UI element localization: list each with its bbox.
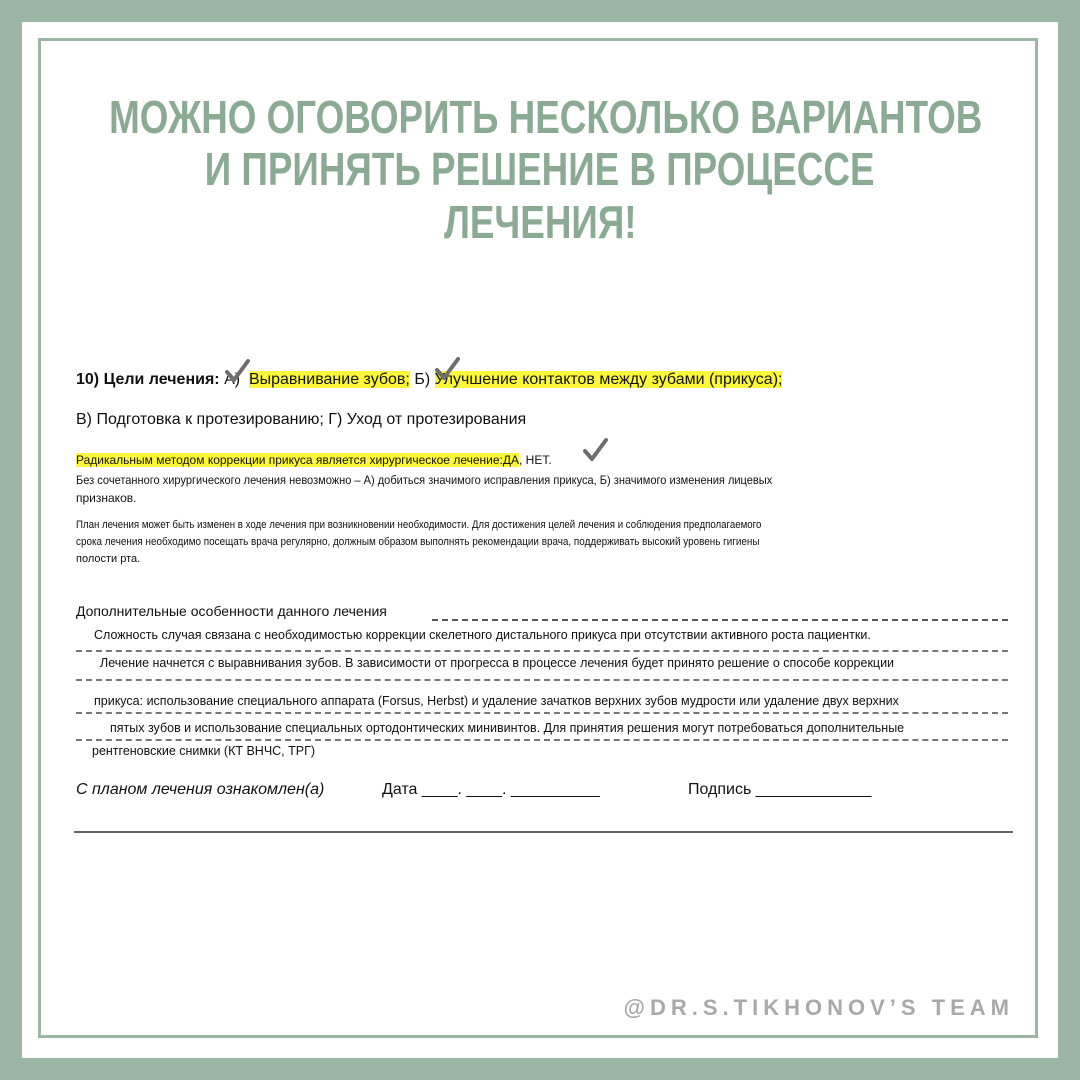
extra-line: пятых зубов и использование специальных ортодонтических минивинтов. Для принятия решения могут потребоваться дополнительные [110,721,905,735]
surgery-note-1: Без сочетанного хирургического лечения невозможно – А) добиться значимого исправления прикуса, Б) значимого изменения лицевых [76,473,773,487]
extra-line: Лечение начнется с выравнивания зубов. В зависимости от прогресса в процессе лечения будет принято решение о способе коррекции [100,656,895,670]
headline-line-3 [0,196,1080,248]
fill-line [76,739,1008,741]
extra-label: Дополнительные особенности данного лечения [76,603,387,619]
date-field[interactable]: Дата ____. ____. __________ [382,781,600,798]
fill-line [76,650,1008,652]
plan-note-2: срока лечения необходимо посещать врача регулярно, должным образом выполнять рекомендации врача, поддерживать высокий уровень гигиены [76,536,760,548]
checkmark-icon [224,358,250,384]
goal-b: Улучшение контактов между зубами (прикуса); [434,371,783,388]
plan-note [76,536,835,548]
goals-label: 10) Цели лечения: [76,371,220,388]
headline-text: ЛЕЧЕНИЯ! [443,196,637,248]
surgery-yes: ДА [502,453,519,467]
headline-text: И ПРИНЯТЬ РЕШЕНИЕ В ПРОЦЕССЕ [205,143,875,195]
fill-line [76,712,1008,714]
goals-line-2: В) Подготовка к протезированию; Г) Уход от протезирования [76,411,527,428]
goal-a: Выравнивание зубов; [248,371,410,388]
watermark: @DR.S.TIKHONOV’S TEAM [623,995,1014,1020]
plan-note [76,519,855,531]
headline-text: МОЖНО ОГОВОРИТЬ НЕСКОЛЬКО ВАРИАНТОВ [109,91,983,143]
goal-a-prefix: А) [224,371,241,388]
headline-line-2 [0,143,1080,195]
extra-line: Сложность случая связана с необходимостью коррекции скелетного дистального прикуса при отсутствии активного роста пациентки. [94,628,871,642]
checkmark-icon [434,356,460,382]
extra-line: рентгеновские снимки (КТ ВНЧС, ТРГ) [92,744,316,758]
surgery-no: , НЕТ. [519,453,552,467]
extra-line: прикуса: использование специального аппарата (Forsus, Herbst) и удаление зачатков верхних зубов мудрости или удаление двух верхних [94,694,899,708]
fill-line [76,679,1008,681]
goal-b-prefix: Б) [414,371,431,388]
fill-line [432,619,1008,621]
acknowledged-label: С планом лечения ознакомлен(а) [76,781,325,798]
goals-line [76,371,782,389]
plan-note-1: План лечения может быть изменен в ходе лечения при возникновении необходимости. Для достижения целей лечения и соблюдения предполагаемого [76,519,762,531]
plan-note-3: полости рта. [76,553,141,565]
surgery-question: Радикальным методом коррекции прикуса является хирургическое лечение: [76,453,503,467]
surgery-question-line [76,453,552,467]
surgery-note-2: признаков. [76,491,137,505]
signature-field[interactable]: Подпись _____________ [688,781,872,798]
surgery-note [76,473,833,487]
bottom-rule [74,831,1013,833]
headline-line-1 [0,91,1080,143]
checkmark-icon [582,437,608,463]
